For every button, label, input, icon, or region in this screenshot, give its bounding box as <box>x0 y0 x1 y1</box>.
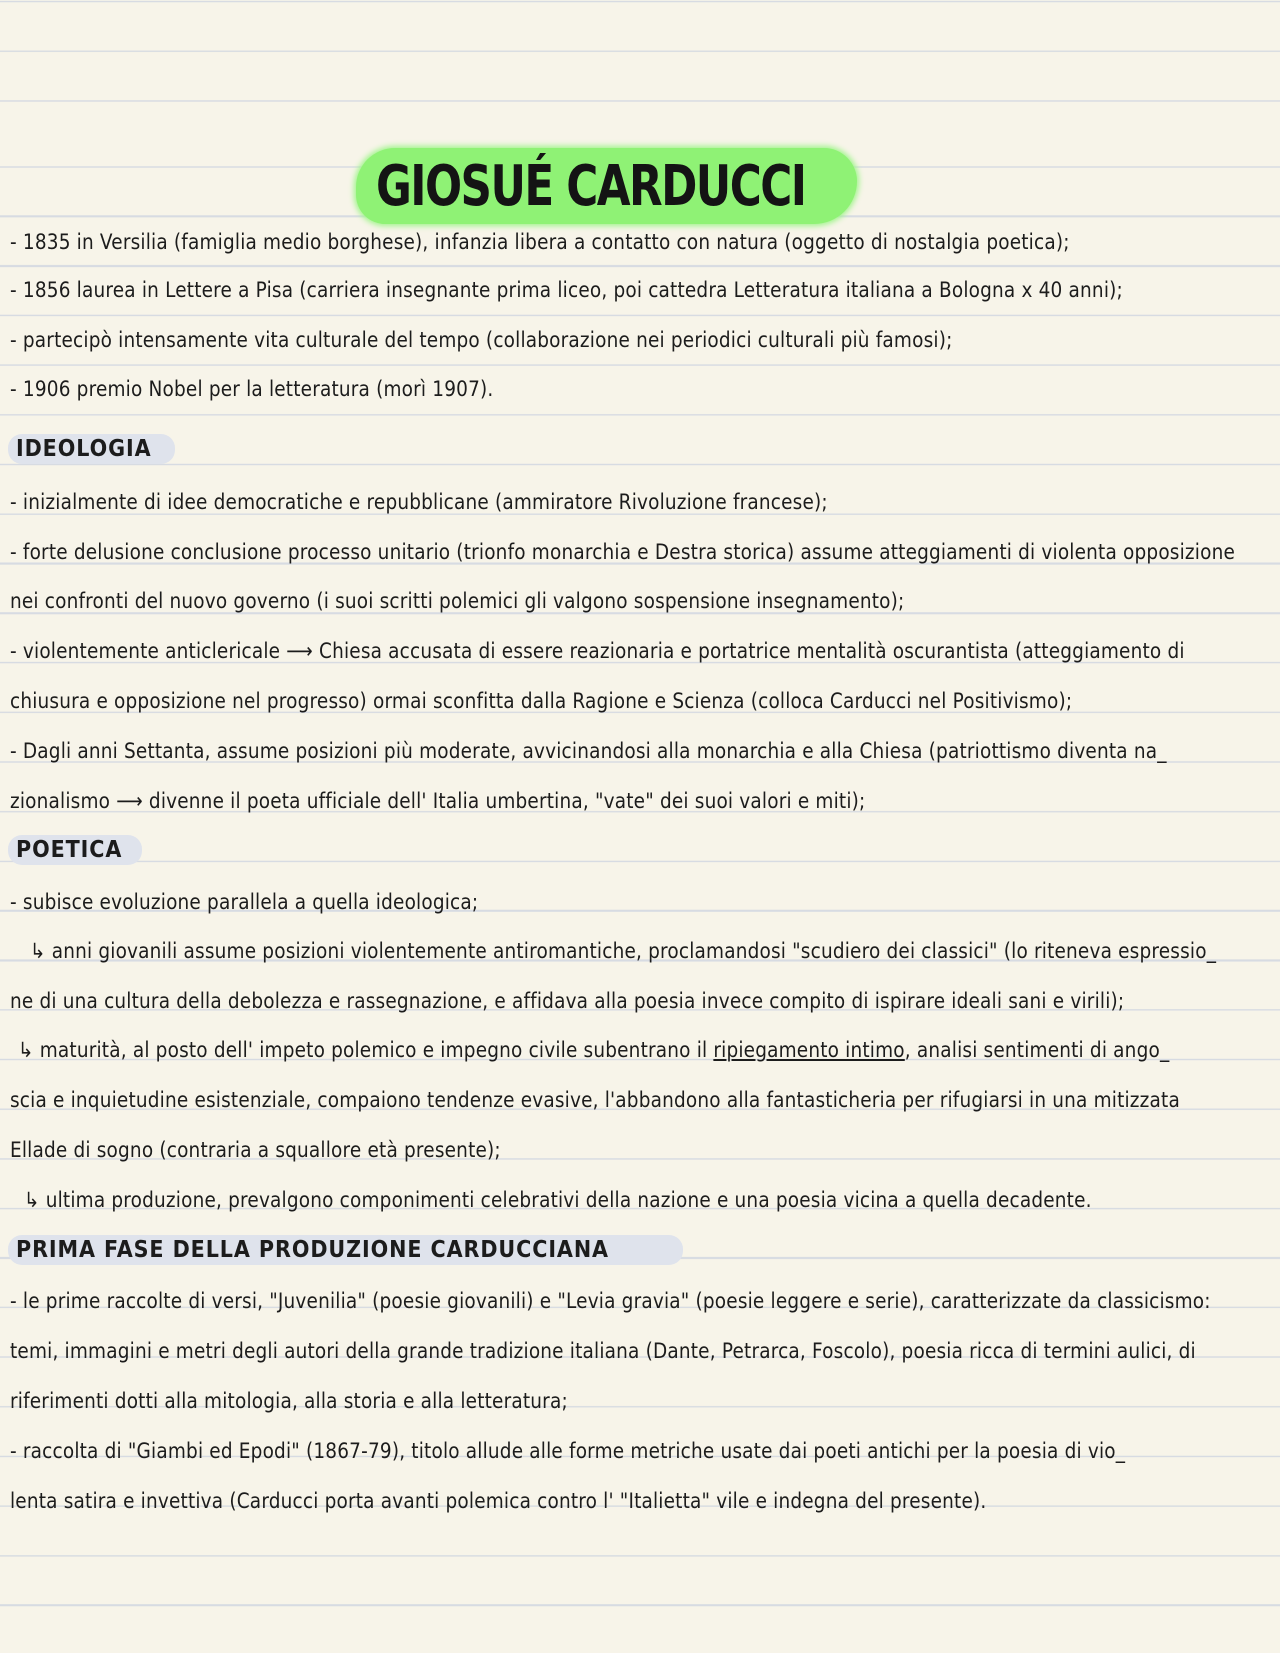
note-line: - forte delusione conclusione processo unitario (trionfo monarchia e Destra storica) assume atteggiamenti di violenta opposizione <box>10 540 1236 564</box>
note-line: ↳ maturità, al posto dell' impeto polemico e impegno civile subentrano il ripiegamento intimo, analisi sentimenti di ango_ <box>18 1038 1170 1062</box>
note-line: - Dagli anni Settanta, assume posizioni più moderate, avvicinandosi alla monarchia e alla Chiesa (patriottismo diventa na_ <box>10 739 1167 763</box>
note-line: - raccolta di "Giambi ed Epodi" (1867-79), titolo allude alle forme metriche usate dai poeti antichi per la poesia di vio_ <box>10 1439 1126 1463</box>
page-title: GIOSUÉ CARDUCCI <box>376 153 806 219</box>
note-line: - le prime raccolte di versi, "Juvenilia" (poesie giovanili) e "Levia gravia" (poesie leggere e serie), caratterizzate da classicismo: <box>10 1289 1211 1313</box>
section-heading-ideologia: IDEOLOGIA <box>8 434 175 464</box>
note-line: scia e inquietudine esistenziale, compaiono tendenze evasive, l'abbandono alla fantasticheria per rifugiarsi in una mitizzata <box>10 1088 1180 1112</box>
note-line: - 1856 laurea in Lettere a Pisa (carriera insegnante prima liceo, poi cattedra Letteratura italiana a Bologna x 40 anni); <box>10 278 1123 302</box>
note-line: lenta satira e invettiva (Carducci porta avanti polemica contro l' "Italietta" vile e indegna del presente). <box>10 1489 987 1513</box>
note-line: Ellade di sogno (contraria a squallore età presente); <box>10 1138 501 1162</box>
note-line: riferimenti dotti alla mitologia, alla storia e alla letteratura; <box>10 1389 568 1413</box>
note-line: - violentemente anticlericale ⟶ Chiesa accusata di essere reazionaria e portatrice mentalità oscurantista (atteggiamento di <box>10 639 1185 663</box>
section-heading-prima-fase: PRIMA FASE DELLA PRODUZIONE CARDUCCIANA <box>8 1235 683 1265</box>
title-highlight <box>356 148 857 224</box>
note-line: - subisce evoluzione parallela a quella ideologica; <box>10 890 479 914</box>
note-line: - 1906 premio Nobel per la letteratura (morì 1907). <box>10 377 494 401</box>
underlined-phrase: ripiegamento intimo <box>713 1038 905 1062</box>
arrow-glyph: ↳ <box>18 1038 34 1062</box>
note-line: nei confronti del nuovo governo (i suoi scritti polemici gli valgono sospensione insegnamento); <box>10 589 905 613</box>
note-line: zionalismo ⟶ divenne il poeta ufficiale dell' Italia umbertina, "vate" dei suoi valori e miti); <box>10 789 866 813</box>
note-line: - inizialmente di idee democratiche e repubblicane (ammiratore Rivoluzione francese); <box>10 490 828 514</box>
section-heading-poetica: POETICA <box>8 835 142 865</box>
note-line: temi, immagini e metri degli autori della grande tradizione italiana (Dante, Petrarca, Foscolo), poesia ricca di termini aulici, di <box>10 1339 1196 1363</box>
note-line: - partecipò intensamente vita culturale del tempo (collaborazione nei periodici culturali più famosi); <box>10 328 953 352</box>
note-line: - 1835 in Versilia (famiglia medio borghese), infanzia libera a contatto con natura (oggetto di nostalgia poetica); <box>10 230 1070 254</box>
note-line: ↳ ultima produzione, prevalgono componimenti celebrativi della nazione e una poesia vicina a quella decadente. <box>24 1188 1092 1212</box>
note-line: ↳ anni giovanili assume posizioni violentemente antiromantiche, proclamandosi "scudiero dei classici" (lo riteneva espressio_ <box>30 939 1217 963</box>
note-line: chiusura e opposizione nel progresso) ormai sconfitta dalla Ragione e Scienza (colloca Carducci nel Positivismo); <box>10 689 1073 713</box>
note-line: ne di una cultura della debolezza e rassegnazione, e affidava alla poesia invece compito di ispirare ideali sani e virili); <box>10 989 1125 1013</box>
